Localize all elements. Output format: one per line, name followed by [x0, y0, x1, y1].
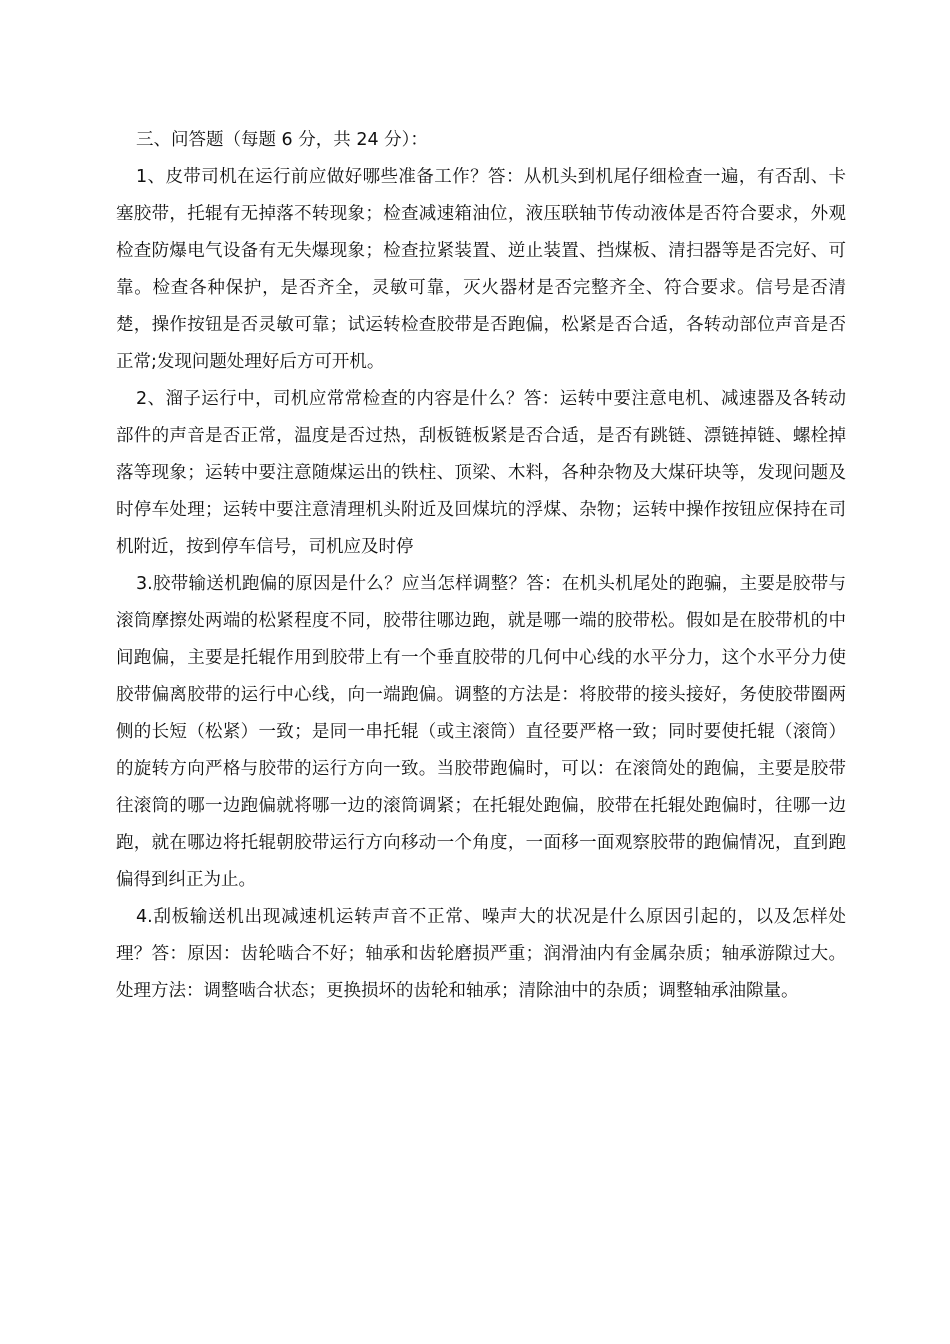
question-2: 2、溜子运行中，司机应常常检查的内容是什么？答：运转中要注意电机、减速器及各转动部件的声音是否正常，温度是否过热，刮板链板紧是否合适，是否有跳链、漂链掉链、螺栓掉落等现象；运转中要注意随煤运出的铁柱、顶梁、木料，各种杂物及大煤矸块等，发现问题及时停车处理；运转中要注意清理机头附近及回煤坑的浮煤、杂物；运转中操作按钮应保持在司机附近，按到停车信号，司机应及时停: [116, 389, 846, 557]
question-3: 3.胶带输送机跑偏的原因是什么？应当怎样调整？答：在机头机尾处的跑骗，主要是胶带与滚筒摩擦处两端的松紧程度不同，胶带往哪边跑，就是哪一端的胶带松。假如是在胶带机的中间跑偏，主要是托辊作用到胶带上有一个垂直胶带的几何中心线的水平分力，这个水平分力使胶带偏离胶带的运行中心线，向一端跑偏。调整的方法是：将胶带的接头接好，务使胶带圈两侧的长短（松紧）一致；是同一串托辊（或主滚筒）直径要严格一致；同时要使托辊（滚筒）的旋转方向严格与胶带的运行方向一致。当胶带跑偏时，可以：在滚筒处的跑偏，主要是胶带往滚筒的哪一边跑偏就将哪一边的滚筒调紧；在托辊处跑偏，胶带在托辊处跑偏时，往哪一边跑，就在哪边将托辊朝胶带运行方向移动一个角度，一面移一面观察胶带的跑偏情况，直到跑偏得到纠正为止。: [116, 574, 846, 890]
question-4: 4.刮板输送机出现减速机运转声音不正常、噪声大的状况是什么原因引起的，以及怎样处理？答：原因：齿轮啮合不好；轴承和齿轮磨损严重；润滑油内有金属杂质；轴承游隙过大。处理方法：调整啮合状态；更换损坏的齿轮和轴承；清除油中的杂质；调整轴承油隙量。: [116, 907, 846, 1001]
question-1: 1、皮带司机在运行前应做好哪些准备工作？答：从机头到机尾仔细检查一遍，有否刮、卡塞胶带，托辊有无掉落不转现象；检查减速箱油位，液压联轴节传动液体是否符合要求，外观检查防爆电气设备有无失爆现象；检查拉紧装置、逆止装置、挡煤板、清扫器等是否完好、可靠。检查各种保护，是否齐全，灵敏可靠，灭火器材是否完整齐全、符合要求。信号是否清楚，操作按钮是否灵敏可靠；试运转检查胶带是否跑偏，松紧是否合适，各转动部位声音是否正常;发现问题处理好后方可开机。: [116, 167, 846, 372]
section-title: 三、问答题（每题 6 分，共 24 分）：: [136, 130, 428, 150]
document-body: [116, 122, 846, 1010]
